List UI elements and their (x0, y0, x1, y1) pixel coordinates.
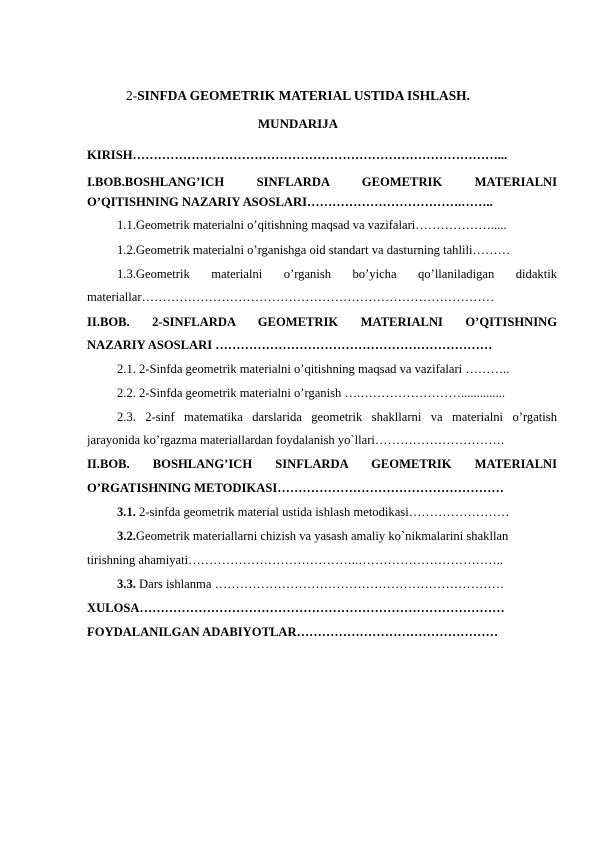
toc-text-3-1: 2-sinfda geometrik material ustida ishlash metodikasi…………………… (135, 505, 510, 519)
toc-entry-chapter1-line2: O’QITISHNING NAZARIY ASOSLARI……………………………….…….. (87, 195, 493, 209)
title-prefix: 2- (126, 88, 138, 103)
toc-entry-chapter1-line1: I.BOB.BOSHLANG’ICH SINFLARDA GEOMETRIK MATERIALNI (87, 175, 557, 189)
toc-entry-3-1 (117, 504, 557, 520)
toc-entry-adabiyotlar: FOYDALANILGAN ADABIYOTLAR………………………………………… (87, 625, 499, 639)
toc-number-3-2: 3.2. (117, 529, 136, 543)
toc-entry-1-1: 1.1.Geometrik materialni o’qitishning maqsad va vazifalari………………..... (117, 218, 507, 232)
toc-text-3-2: Geometrik materiallarni chizish va yasash amaliy ko`nikmalarini shakllan (135, 529, 509, 543)
toc-entry-2-1: 2.1. 2-Sinfda geometrik materialni o’qitishning maqsad va vazifalari ……….. (117, 362, 510, 376)
toc-entry-chapter3-line2: O’RGATISHNING METODIKASI……………………………………………… (87, 481, 504, 495)
toc-entry-1-2: 1.2.Geometrik materialni o’rganishga oid standart va dasturning tahlili……… (117, 243, 511, 257)
toc-entry-kirish: KIRISH……………………………………………………………………………... (87, 148, 508, 162)
toc-entry-chapter2-line2: NAZARIY ASOSLARI ………………………………………………………… (87, 338, 493, 352)
toc-number-3-1: 3.1. (117, 505, 136, 519)
toc-heading: MUNDARIJA (257, 116, 339, 131)
toc-entry-1-3-line1: 1.3.Geometrik materialni o’rganish bo’yicha qo’llaniladigan didaktik (117, 267, 557, 281)
toc-entry-3-2-line1 (117, 528, 557, 544)
toc-entry-2-3-line1: 2.3. 2-sinf matematika darslarida geometrik shakllarni va materialni o’rgatish (117, 410, 557, 424)
toc-entry-chapter3-line1: II.BOB. BOSHLANG’ICH SINFLARDA GEOMETRIK MATERIALNI (87, 457, 557, 471)
title-rest: SINFDA GEOMETRIK MATERIAL USTIDA ISHLASH. (137, 88, 470, 103)
toc-number-3-3: 3.3. (117, 577, 136, 591)
toc-entry-1-3-line2: materiallar………………………………………………………………………… (87, 290, 495, 304)
toc-text-3-3: Dars ishlanma …………………………………………………………… (135, 577, 505, 591)
toc-entry-3-2-line2: tirishning ahamiyati…………………………………..…………………………….. (87, 553, 503, 567)
toc-entry-xulosa: XULOSA…………………………………………………………………………… (87, 601, 505, 615)
toc-entry-2-3-line2: jarayonida ko’rgazma materiallardan foydalanish yo`llari…………………………. (87, 433, 504, 447)
toc-entry-2-2: 2.2. 2-Sinfda geometrik materialni o’rganish ….…………………….............. (117, 386, 506, 400)
toc-entry-chapter2-line1: II.BOB. 2-SINFLARDA GEOMETRIK MATERIALNI O’QITISHNING (87, 315, 557, 329)
toc-entry-3-3 (117, 576, 557, 592)
document-title (0, 88, 596, 104)
